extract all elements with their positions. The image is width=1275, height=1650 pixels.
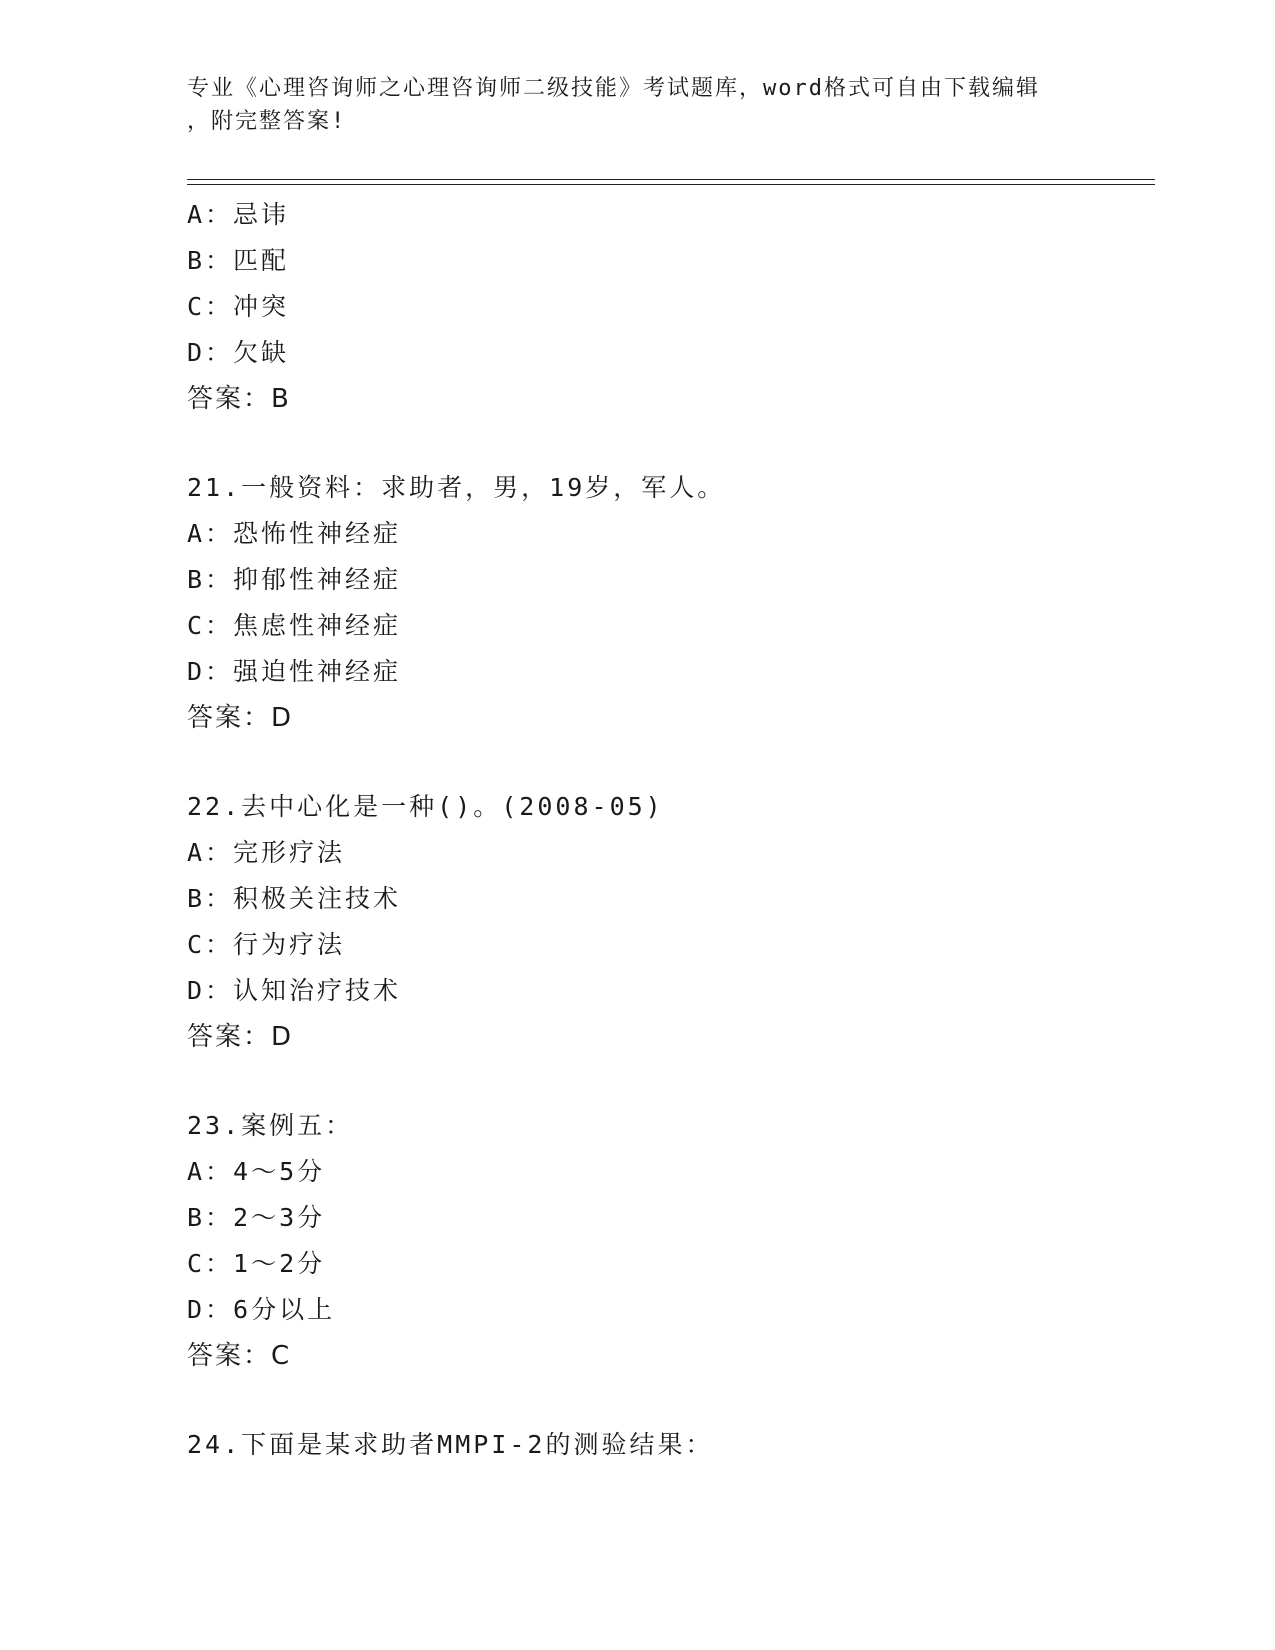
option-a: A：恐怖性神经症 xyxy=(187,519,402,548)
question-stem: 22.去中心化是一种()。(2008-05) xyxy=(187,792,664,821)
header-divider-top xyxy=(187,179,1155,180)
header-divider-bottom xyxy=(187,184,1155,185)
option-c: C：1～2分 xyxy=(187,1249,326,1278)
answer-line: 答案：C xyxy=(187,1341,292,1371)
answer-line: 答案：D xyxy=(187,1022,294,1052)
option-d: D：欠缺 xyxy=(187,338,290,367)
spacer xyxy=(187,422,1147,465)
header-title-line1: 专业《心理咨询师之心理咨询师二级技能》考试题库，word格式可自由下载编辑 xyxy=(187,76,1040,101)
option-b: B：匹配 xyxy=(187,246,290,275)
question-stem: 21.一般资料：求助者，男，19岁，军人。 xyxy=(187,473,726,502)
option-d: D：6分以上 xyxy=(187,1295,336,1324)
answer-line: 答案：B xyxy=(187,384,291,414)
option-b: B：抑郁性神经症 xyxy=(187,565,402,594)
question-stem: 23.案例五： xyxy=(187,1111,354,1140)
question-list xyxy=(187,192,1147,1468)
question-23 xyxy=(187,1103,1147,1379)
question-24 xyxy=(187,1422,1147,1468)
question-21 xyxy=(187,465,1147,741)
question-fragment xyxy=(187,192,1147,422)
answer-line: 答案：D xyxy=(187,703,294,733)
option-d: D：强迫性神经症 xyxy=(187,657,402,686)
option-a: A：4～5分 xyxy=(187,1157,326,1186)
document-header xyxy=(187,72,1087,138)
option-a: A：完形疗法 xyxy=(187,838,346,867)
spacer xyxy=(187,741,1147,784)
question-stem: 24.下面是某求助者MMPI-2的测验结果： xyxy=(187,1430,714,1459)
option-c: C：行为疗法 xyxy=(187,930,346,959)
option-b: B：积极关注技术 xyxy=(187,884,402,913)
header-title-line2: ，附完整答案! xyxy=(187,109,347,134)
option-b: B：2～3分 xyxy=(187,1203,326,1232)
option-c: C：冲突 xyxy=(187,292,290,321)
option-c: C：焦虑性神经症 xyxy=(187,611,402,640)
option-d: D：认知治疗技术 xyxy=(187,976,402,1005)
spacer xyxy=(187,1060,1147,1103)
option-a: A：忌讳 xyxy=(187,200,290,229)
spacer xyxy=(187,1379,1147,1422)
question-22 xyxy=(187,784,1147,1060)
